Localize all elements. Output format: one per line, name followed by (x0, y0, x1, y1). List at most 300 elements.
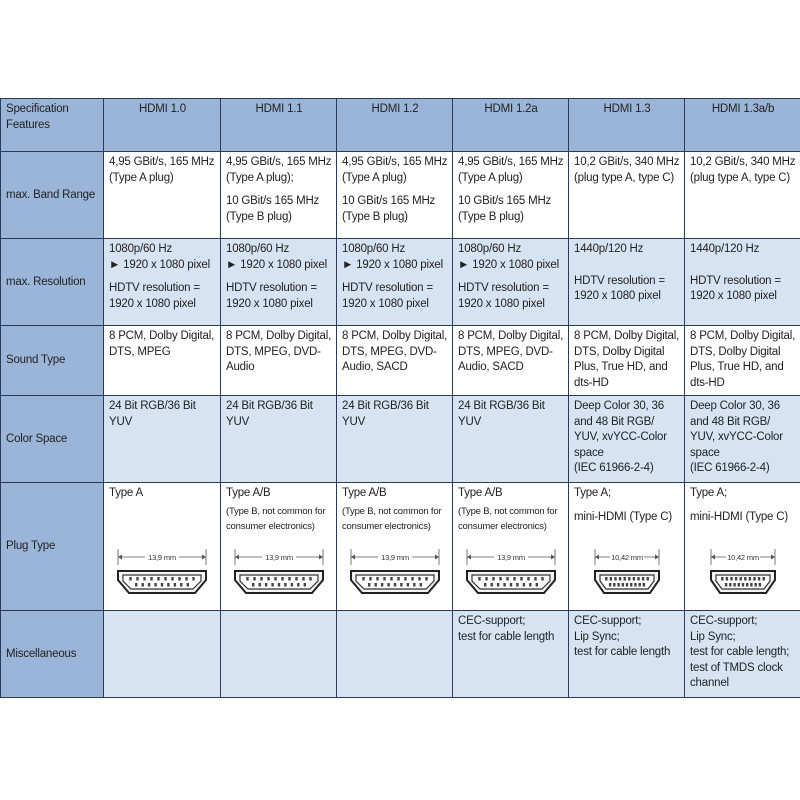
cell-text-line: and 48 Bit RGB/ (574, 415, 655, 428)
connector-pin (725, 577, 727, 581)
arrow-right-icon (771, 555, 775, 560)
cell-text-line: mini-HDMI (Type C) (690, 510, 788, 523)
misc-cell (221, 611, 337, 698)
connector-pin (302, 577, 304, 581)
connector-pin (522, 583, 524, 587)
cell-text-line: space (690, 446, 720, 459)
cell-text-line: 10 GBit/s 165 MHz (342, 195, 436, 207)
connector-inner (600, 575, 654, 589)
cell-text-line (690, 258, 796, 266)
cell-text-line: 4,95 GBit/s, 165 MHz (342, 156, 448, 168)
connector-pin (520, 577, 522, 581)
arrow-right-icon (655, 555, 659, 560)
spec-cell (453, 239, 569, 326)
spec-cell (685, 239, 800, 326)
connector-pin (513, 577, 515, 581)
connector-illustration (685, 545, 800, 597)
spec-cell (104, 326, 221, 396)
connector-pin (400, 583, 402, 587)
connector-pin (419, 583, 421, 587)
hdmi-type-a-connector-icon (114, 545, 210, 597)
spec-body (1, 152, 800, 698)
connector-pin (425, 577, 427, 581)
connector-pin (271, 583, 273, 587)
connector-pin (737, 583, 739, 587)
cell-text-line: Type A (109, 487, 143, 499)
connector-pin (274, 577, 276, 581)
connector-pin (744, 577, 746, 581)
connector-pin (605, 577, 607, 581)
connector-pin (180, 583, 182, 587)
cell-text-line: (Type B plug) (458, 210, 524, 223)
cell-text-line: (Type A plug); (226, 171, 294, 184)
connector-illustration (337, 545, 452, 597)
cell-text-line: 1920 x 1080 pixel (574, 290, 661, 302)
arrow-right-icon (435, 555, 439, 560)
connector-pin (641, 577, 643, 581)
cell-text-line: Type A; (690, 487, 727, 499)
cell-text-line: 8 PCM, Dolby Digital, (109, 330, 215, 342)
connector-pin (148, 583, 150, 587)
connector-pin (164, 577, 166, 581)
spec-cell (453, 152, 569, 239)
row-label (1, 239, 104, 326)
spec-cell (337, 396, 453, 483)
version-label: HDMI 1.2a (484, 103, 538, 115)
connector-pin (535, 583, 537, 587)
connector-pin (637, 577, 639, 581)
spec-row (1, 326, 800, 396)
cell-text-line: DTS, MPEG, DVD- (342, 345, 437, 358)
connector-pin (397, 577, 399, 581)
connector-pin (541, 577, 543, 581)
spec-row (1, 152, 800, 239)
plug-cell (569, 483, 685, 611)
cell-text-line: CEC-support; (690, 615, 758, 627)
hdmi-type-a-connector-icon (347, 545, 443, 597)
connector-pin (264, 583, 266, 587)
cell-text-line: HDTV resolution = (458, 282, 549, 294)
connector-pin (623, 577, 625, 581)
arrow-left-icon (595, 555, 599, 560)
connector-illustration (569, 545, 684, 597)
misc-cell (337, 611, 453, 698)
cell-text-line: DTS, Dolby Digital (690, 345, 781, 358)
spec-cell (569, 239, 685, 326)
connector-pin (618, 577, 620, 581)
spec-cell (685, 152, 800, 239)
cell-text-line (109, 273, 216, 281)
connector-pin (309, 577, 311, 581)
connector-inner (240, 575, 318, 589)
cell-text-line (342, 186, 448, 194)
connector-pin (129, 577, 131, 581)
dimension-label: 10,42 mm (726, 553, 759, 562)
misc-row (1, 611, 800, 698)
cell-text-line: (Type A plug) (342, 171, 407, 184)
connector-pin (739, 577, 741, 581)
cell-text-line: Type A/B (226, 487, 271, 499)
connector-pin (418, 577, 420, 581)
connector-illustration (104, 545, 220, 597)
cell-text-line: 24 Bit RGB/36 Bit (342, 400, 429, 412)
cell-text-line: YUV (226, 415, 250, 428)
cell-text-line: Audio (226, 361, 255, 373)
arrow-right-icon (319, 555, 323, 560)
connector-pin (297, 583, 299, 587)
connector-pin (478, 577, 480, 581)
cell-text-line: 8 PCM, Dolby Digital, (342, 330, 448, 342)
cell-text-line: 10,2 GBit/s, 340 MHz (690, 156, 796, 168)
header-row (1, 99, 800, 152)
cell-text-line: (Type B, not common for (342, 505, 442, 517)
connector-pin (506, 577, 508, 581)
connector-pin (380, 583, 382, 587)
cell-text-line (574, 258, 680, 266)
cell-text-line (226, 273, 332, 281)
connector-pin (374, 583, 376, 587)
version-header (453, 99, 569, 152)
cell-text-line: YUV (342, 415, 366, 428)
connector-pin (390, 577, 392, 581)
connector-pin (646, 577, 648, 581)
row-label (1, 152, 104, 239)
connector-pin (516, 583, 518, 587)
connector-pin (730, 577, 732, 581)
connector-illustration (453, 545, 568, 597)
connector-pin (748, 577, 750, 581)
connector-pin (404, 577, 406, 581)
cell-text-line: mini-HDMI (Type C) (574, 510, 672, 523)
cell-text-line: 4,95 GBit/s, 165 MHz (458, 156, 564, 168)
cell-text-line: (IEC 61966-2-4) (574, 462, 654, 474)
cell-text-line: HDTV resolution = (109, 282, 200, 294)
plug-cell (453, 483, 569, 611)
cell-text-line: DTS, MPEG (109, 345, 171, 358)
row-label (1, 396, 104, 483)
spec-cell (221, 239, 337, 326)
arrow-right-icon (202, 555, 206, 560)
hdmi-type-a-connector-icon (231, 545, 327, 597)
connector-pin (142, 583, 144, 587)
connector-pin (253, 577, 255, 581)
connector-pin (757, 577, 759, 581)
connector-pin (509, 583, 511, 587)
connector-pin (758, 583, 760, 587)
cell-text-line: 10 GBit/s 165 MHz (226, 195, 320, 207)
cell-text-line: (Type A plug) (458, 171, 523, 184)
cell-text-line: HDTV resolution = (690, 274, 781, 287)
connector-pin (368, 583, 370, 587)
cell-text-line: 1920 x 1080 pixel (458, 297, 545, 310)
connector-pin (387, 583, 389, 587)
cell-text-line: (Type B plug) (226, 210, 292, 223)
cell-text-line: 8 PCM, Dolby Digital, (226, 330, 332, 342)
connector-pin (288, 577, 290, 581)
cell-text-line: YUV, xvYCC-Color (690, 431, 783, 443)
cell-text-line: 1080p/60 Hz (226, 243, 290, 255)
row-label (1, 483, 104, 611)
cell-text-line (342, 273, 448, 281)
version-label: HDMI 1.3a/b (711, 103, 775, 115)
cell-text-line: Plus, True HD, and (690, 361, 784, 373)
connector-pin (185, 577, 187, 581)
dimension-label: 13,9 mm (496, 553, 525, 562)
cell-text-line: Deep Color 30, 36 (690, 400, 780, 412)
spec-cell (337, 152, 453, 239)
connector-pin (284, 583, 286, 587)
connector-pin (154, 583, 156, 587)
arrow-left-icon (118, 555, 122, 560)
cell-text-line: 1080p/60 Hz (109, 243, 173, 255)
spec-cell (685, 326, 800, 396)
plug-cell (685, 483, 800, 611)
plug-type-row (1, 483, 800, 611)
hdmi-spec-table (0, 98, 800, 698)
connector-pin (171, 577, 173, 581)
arrow-left-icon (711, 555, 715, 560)
connector-pin (762, 577, 764, 581)
cell-text-line: YUV (109, 415, 133, 428)
connector-pin (383, 577, 385, 581)
cell-text-line: 1920 x 1080 pixel (109, 297, 196, 310)
arrow-left-icon (467, 555, 471, 560)
cell-text-line: dts-HD (690, 376, 725, 389)
cell-text-line: consumer electronics) (226, 521, 315, 532)
connector-pin (529, 583, 531, 587)
cell-text-line: Lip Sync; (574, 630, 620, 643)
connector-pin (492, 577, 494, 581)
version-header (221, 99, 337, 152)
cell-text-line: 10,2 GBit/s, 340 MHz (574, 156, 680, 168)
spec-cell (337, 326, 453, 396)
spec-cell (221, 396, 337, 483)
spec-cell (221, 326, 337, 396)
cell-text-line: HDTV resolution = (226, 282, 317, 294)
connector-pin (634, 583, 636, 587)
connector-illustration (221, 545, 336, 597)
cell-text-line: test of TMDS clock (690, 661, 783, 674)
cell-text-line: test for cable length; (690, 646, 790, 658)
cell-text-line: (plug type A, type C) (690, 171, 790, 184)
row-label (1, 326, 104, 396)
connector-pin (733, 583, 735, 587)
cell-text-line: HDTV resolution = (342, 282, 433, 294)
cell-text-line: Audio, SACD (458, 361, 524, 373)
cell-text-line: consumer electronics) (342, 521, 431, 532)
connector-pin (290, 583, 292, 587)
connector-pin (277, 583, 279, 587)
connector-pin (362, 577, 364, 581)
connector-pin (496, 583, 498, 587)
spec-row (1, 396, 800, 483)
connector-pin (174, 583, 176, 587)
cell-text-line: 1440p/120 Hz (690, 243, 760, 255)
cell-text-line: channel (690, 677, 729, 689)
cell-text-line: 1920 x 1080 pixel (690, 290, 777, 302)
cell-text-line: DTS, MPEG, DVD- (226, 345, 321, 358)
spec-cell (104, 396, 221, 483)
misc-cell (453, 611, 569, 698)
connector-inner (472, 575, 550, 589)
connector-inner (716, 575, 770, 589)
cell-text-line (226, 186, 332, 194)
version-label: HDMI 1.0 (139, 103, 186, 115)
cell-text-line: Type A/B (458, 487, 503, 499)
cell-text-line: ► 1920 x 1080 pixel (226, 258, 327, 271)
corner-header (1, 99, 104, 152)
cell-text-line: (Type B, not common for (226, 505, 326, 517)
connector-pin (729, 583, 731, 587)
mini-hdmi-connector-icon (707, 545, 779, 597)
arrow-left-icon (351, 555, 355, 560)
cell-text-line (458, 273, 564, 281)
connector-pin (369, 577, 371, 581)
spec-cell (569, 396, 685, 483)
cell-text-line: YUV (458, 415, 482, 428)
spec-cell (104, 152, 221, 239)
cell-text-line: test for cable length (574, 646, 671, 658)
connector-pin (258, 583, 260, 587)
connector-pin (632, 577, 634, 581)
cell-text-line: DTS, MPEG, DVD- (458, 345, 553, 358)
connector-pin (192, 577, 194, 581)
dimension-label: 13,9 mm (264, 553, 293, 562)
misc-cell (104, 611, 221, 698)
cell-text-line: space (574, 446, 604, 459)
cell-text-line: 1920 x 1080 pixel (226, 297, 313, 310)
connector-pin (490, 583, 492, 587)
cell-text-line (574, 502, 680, 510)
spec-cell (569, 152, 685, 239)
row-label-text: Sound Type (6, 354, 66, 367)
cell-text-line: CEC-support; (458, 615, 526, 627)
connector-pin (754, 583, 756, 587)
cell-text-line: Lip Sync; (690, 630, 736, 643)
cell-text-line: HDTV resolution = (574, 274, 665, 287)
spec-row (1, 239, 800, 326)
connector-pin (625, 583, 627, 587)
row-label-text: Miscellaneous (6, 647, 77, 660)
connector-pin (499, 577, 501, 581)
cell-text-line: 24 Bit RGB/36 Bit (226, 400, 313, 412)
cell-text-line: 1080p/60 Hz (342, 243, 406, 255)
cell-text-line: DTS, Dolby Digital (574, 345, 665, 358)
connector-pin (630, 583, 632, 587)
cell-text-line: 8 PCM, Dolby Digital, (458, 330, 564, 342)
cell-text-line: 8 PCM, Dolby Digital, (574, 330, 680, 342)
version-header (337, 99, 453, 152)
connector-pin (143, 577, 145, 581)
cell-text-line (690, 266, 796, 274)
cell-text-line: Type A/B (342, 487, 387, 499)
connector-pin (638, 583, 640, 587)
connector-pin (246, 577, 248, 581)
connector-inner (123, 575, 201, 589)
connector-pin (167, 583, 169, 587)
version-header (104, 99, 221, 152)
connector-pin (281, 577, 283, 581)
arrow-left-icon (235, 555, 239, 560)
cell-text-line: (IEC 61966-2-4) (690, 462, 770, 474)
connector-pin (485, 577, 487, 581)
plug-cell (104, 483, 221, 611)
cell-text-line: CEC-support; (574, 615, 642, 627)
version-label: HDMI 1.3 (603, 103, 651, 115)
cell-text-line (458, 186, 564, 194)
cell-text-line: (Type A plug) (109, 171, 174, 184)
spec-cell (453, 396, 569, 483)
dimension-label: 10,42 mm (610, 553, 643, 562)
connector-pin (734, 577, 736, 581)
row-label-text: max. Resolution (6, 275, 86, 288)
row-label-text: max. Band Range (6, 188, 96, 201)
connector-pin (178, 577, 180, 581)
cell-text-line: dts-HD (574, 376, 609, 389)
connector-pin (161, 583, 163, 587)
cell-text-line: Audio, SACD (342, 361, 408, 373)
cell-text-line: Deep Color 30, 36 (574, 400, 664, 412)
connector-inner (356, 575, 434, 589)
connector-pin (303, 583, 305, 587)
connector-pin (135, 583, 137, 587)
cell-text-line: (plug type A, type C) (574, 171, 674, 184)
cell-text-line: (Type B plug) (342, 210, 408, 223)
cell-text-line: (Type B, not common for (458, 505, 558, 517)
spec-cell (337, 239, 453, 326)
connector-pin (628, 577, 630, 581)
dimension-label: 13,9 mm (148, 553, 176, 562)
spec-cell (453, 326, 569, 396)
connector-pin (187, 583, 189, 587)
connector-pin (527, 577, 529, 581)
connector-pin (741, 583, 743, 587)
connector-pin (609, 577, 611, 581)
connector-pin (608, 583, 610, 587)
connector-pin (642, 583, 644, 587)
cell-text-line (574, 266, 680, 274)
misc-cell (685, 611, 800, 698)
mini-hdmi-connector-icon (591, 545, 663, 597)
cell-text-line: 1080p/60 Hz (458, 243, 522, 255)
version-header (569, 99, 685, 152)
connector-pin (267, 577, 269, 581)
connector-pin (621, 583, 623, 587)
connector-pin (617, 583, 619, 587)
connector-pin (746, 583, 748, 587)
cell-text-line: ► 1920 x 1080 pixel (342, 258, 443, 271)
cell-text-line: 4,95 GBit/s, 165 MHz (226, 156, 332, 168)
connector-pin (721, 577, 723, 581)
cell-text-line (690, 502, 796, 510)
connector-pin (136, 577, 138, 581)
row-label-text: Color Space (6, 432, 68, 445)
connector-pin (406, 583, 408, 587)
connector-pin (150, 577, 152, 581)
version-label: HDMI 1.2 (371, 103, 419, 115)
connector-pin (753, 577, 755, 581)
corner-label: Specification Features (6, 103, 69, 131)
cell-text-line: 24 Bit RGB/36 Bit (109, 400, 196, 412)
cell-text-line: 8 PCM, Dolby Digital, (690, 330, 796, 342)
cell-text-line: test for cable length (458, 630, 555, 643)
cell-text-line: 24 Bit RGB/36 Bit (458, 400, 545, 412)
hdmi-type-a-connector-icon (463, 545, 559, 597)
cell-text-line: 10 GBit/s 165 MHz (458, 195, 552, 207)
connector-pin (252, 583, 254, 587)
arrow-right-icon (551, 555, 555, 560)
spec-cell (569, 326, 685, 396)
